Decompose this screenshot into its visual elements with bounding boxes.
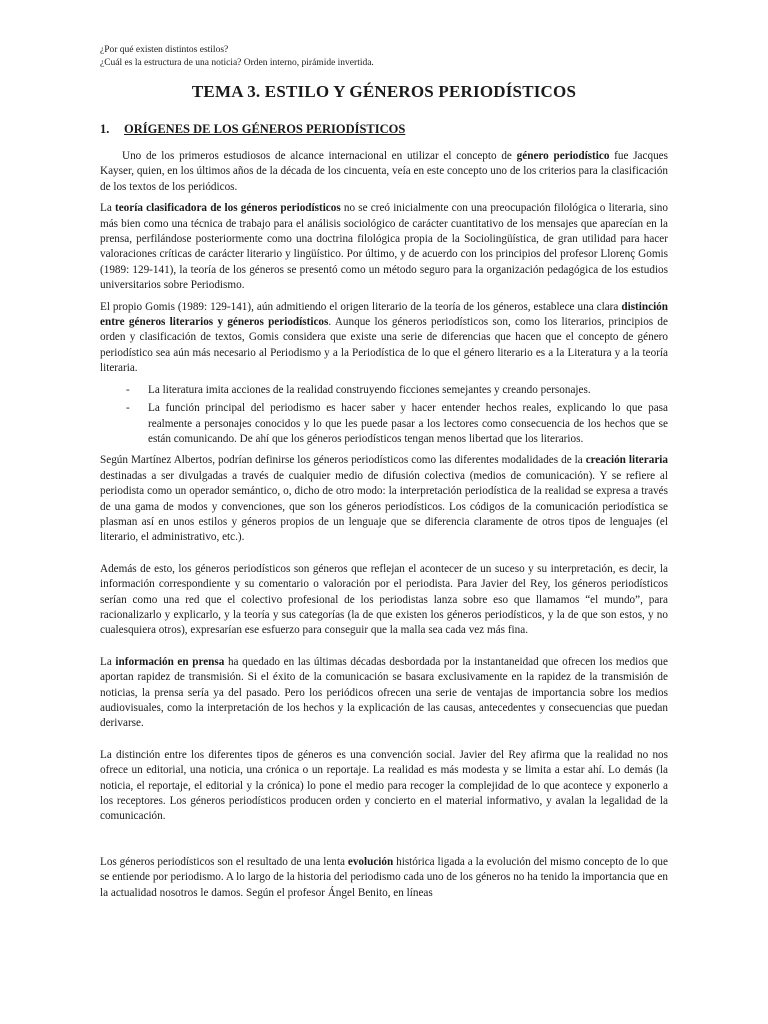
paragraph: El propio Gomis (1989: 129-141), aún admitiendo el origen literario de la teoría de los géneros, establece una clara distinción entre géneros literarios y géneros periodísticos. Aunque los géneros periodísticos son, como los literarios, principios de orden y clasificación de textos, Gomis considera que existe una serie de diferencias que hacen que el concepto de género periodístico sea aún más necesario al Periodismo y a la Periodística de lo que el género literario es a la Literatura y a la teoría literaria. (100, 300, 668, 375)
list-item: - La literatura imita acciones de la realidad construyendo ficciones semejantes y creando personajes. (126, 383, 591, 396)
paragraph: Según Martínez Albertos, podrían definirse los géneros periodísticos como las diferentes modalidades de la creación literaria destinadas a ser divulgadas a través de cualquier medio de difusión colectiva (medios de comunicación). Y se refiere al periodista como un operador semántico, o, dicho de otro modo: la interpretación periodística de la realidad se expresa a través de una gama de modos y convenciones, que son los géneros periodísticos. Los códigos de la comunicación periodística se plasman así en unos estilos y géneros propios de un lenguaje que se diferencia claramente de otros tipos de lenguajes (el literario, el administrativo, etc.). (100, 454, 668, 544)
paragraph: La información en prensa ha quedado en las últimas décadas desbordada por la instantaneidad que ofrecen los medios que aportan rapidez de transmisión. Si el éxito de la comunicación se basara exclusivamente en la rapidez de la transmisión de noticias, la prensa sería ya del pasado. Pero los periódicos ofrecen una serie de ventajas de importancia sobre los medios audiovisuales, como la interpretación de los hechos y la explicación de las causas, antecedentes y consecuencias que puedan derivarse. (100, 655, 668, 730)
top-note: ¿Por qué existen distintos estilos? (100, 45, 229, 55)
top-notes (100, 44, 668, 70)
paragraph: La teoría clasificadora de los géneros periodísticos no se creó inicialmente con una preocupación filológica o literaria, sino más bien como una técnica de trabajo para el análisis sociológico de carácter cuantitativo de los mensajes que aparecían en la prensa, perfilándose posteriormente como una doctrina filológica propia de la Sociolingüística, de gran utilidad para hacer valoraciones críticas de carácter literario y lingüístico. Por último, y de acuerdo con los principios del profesor Llorenç Gomis (1989: 129-141), la teoría de los géneros se presentó como un método seguro para la organización pedagógica de los estudios universitarios sobre Periodismo. (100, 202, 668, 292)
page-title: TEMA 3. ESTILO Y GÉNEROS PERIODÍSTICOS (191, 82, 577, 101)
section-heading-text: ORÍGENES DE LOS GÉNEROS PERIODÍSTICOS (124, 122, 406, 136)
paragraph: Además de esto, los géneros periodísticos son géneros que reflejan el acontecer de un suceso y su interpretación, es decir, la información correspondiente y su comentario o valoración por el periodista. Para Javier del Rey, los géneros periodísticos serían como una red que el colectivo profesional de los periodistas lanza sobre eso que llamamos “el mundo”, para racionalizarlo y explicarlo, y la teoría y sus categorías (la de que existen los géneros periodísticos, y la de que son estos, y no cualesquiera otros), expresarían ese esfuerzo para conseguir que la malla sea cada vez más fina. (100, 562, 668, 637)
list-item: - La función principal del periodismo es hacer saber y hacer entender hechos reales, explicando lo que pasa realmente a personajes conocidos y lo que les puede pasar a los lectores como consecuencia de los hechos que se están comunicando. De ahí que los géneros periodísticos tengan menos libertad que los literarios. (126, 402, 668, 445)
section-heading (100, 122, 668, 137)
spacer (100, 552, 668, 562)
paragraph: La distinción entre los diferentes tipos de géneros es una convención social. Javier del Rey afirma que la realidad no nos ofrece un editorial, una noticia, una crónica o un reportaje. La realidad es más modesta y se limita a estar ahí. Lo demás (la noticia, el reportaje, el editorial y la crónica) lo pone el medio para recoger la complejidad de lo que acontece y exponerlo a los receptores. Los géneros periodísticos producen orden y concierto en el material informativo, y avalan la legalidad de la comunicación. (100, 748, 668, 823)
top-note: ¿Cuál es la estructura de una noticia? Orden interno, pirámide invertida. (100, 58, 374, 68)
section-number: 1. (100, 122, 110, 136)
spacer (100, 738, 668, 748)
paragraph: Los géneros periodísticos son el resultado de una lenta evolución histórica ligada a la evolución del mismo concepto de lo que se entiende por periodismo. A lo largo de la historia del periodismo cada uno de los géneros no ha tenido la importancia que en la actualidad nosotros le damos. Según el profesor Ángel Benito, en líneas (100, 855, 668, 899)
spacer (100, 645, 668, 655)
paragraph: Uno de los primeros estudiosos de alcance internacional en utilizar el concepto de género periodístico fue Jacques Kayser, quien, en los últimos años de la década de los cincuenta, veía en este concepto uno de los criterios para la clasificación de los textos de los periódicos. (100, 150, 668, 193)
bullet-list (100, 383, 668, 448)
spacer (100, 831, 668, 855)
